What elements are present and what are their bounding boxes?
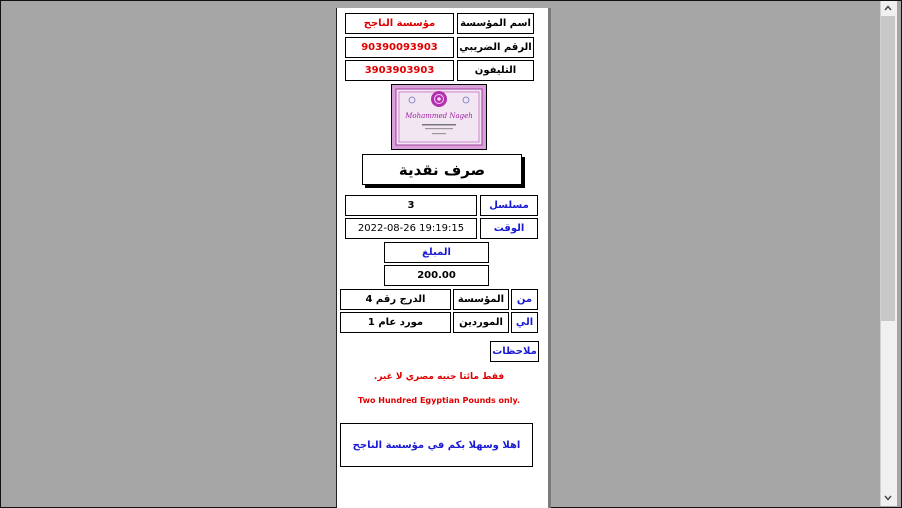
company-name-value: مؤسسة الناجح bbox=[345, 13, 454, 34]
to-value: مورد عام 1 bbox=[340, 312, 451, 333]
chevron-up-icon bbox=[884, 5, 892, 11]
serial-label: مسلسل bbox=[480, 195, 538, 216]
to-label: الي bbox=[511, 312, 538, 333]
tax-number-value: 90390093903 bbox=[345, 37, 454, 58]
from-value: الدرج رقم 4 bbox=[340, 289, 451, 310]
scroll-up-button[interactable] bbox=[880, 1, 896, 15]
tax-number-label: الرقم الضريبي bbox=[457, 37, 534, 58]
amount-label: المبلغ bbox=[384, 242, 489, 263]
from-type: المؤسسة bbox=[453, 289, 509, 310]
amount-words-english: Two Hundred Egyptian Pounds only. bbox=[358, 396, 520, 405]
receipt-title: صرف نقدية bbox=[362, 154, 522, 185]
to-type: الموردين bbox=[453, 312, 509, 333]
company-name-label: اسم المؤسسة bbox=[457, 13, 534, 34]
phone-label: التليفون bbox=[457, 60, 534, 81]
amount-value: 200.00 bbox=[384, 265, 489, 286]
from-label: من bbox=[511, 289, 538, 310]
footer-message: اهلا وسهلا بكم في مؤسسة الناجح bbox=[340, 423, 533, 467]
notes-label: ملاحظات bbox=[490, 341, 539, 362]
time-label: الوقت bbox=[480, 218, 538, 239]
paper-shadow bbox=[548, 8, 551, 508]
phone-value: 3903903903 bbox=[345, 60, 454, 81]
scroll-down-button[interactable] bbox=[880, 491, 896, 505]
serial-value: 3 bbox=[345, 195, 477, 216]
time-value: 2022-08-26 19:19:15 bbox=[345, 218, 477, 239]
chevron-down-icon bbox=[884, 495, 892, 501]
company-logo bbox=[391, 84, 487, 150]
amount-words-arabic: فقط مائتا جنيه مصري لا غير. bbox=[373, 372, 505, 382]
logo-signature: Mohammed Nageh bbox=[405, 112, 473, 120]
scrollbar-thumb[interactable] bbox=[881, 16, 895, 321]
